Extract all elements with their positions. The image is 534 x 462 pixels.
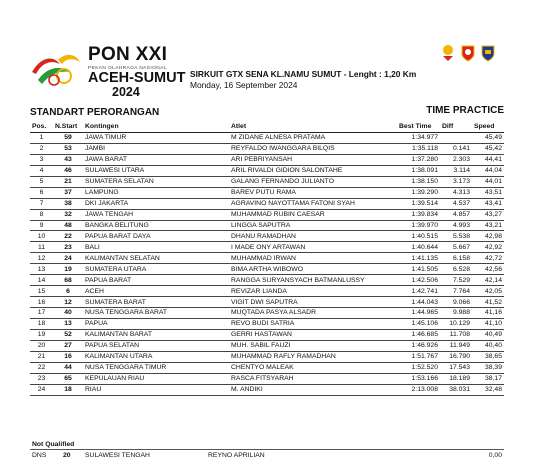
cell-diff: 11.708 [440, 329, 472, 340]
cell-kontingen: DKI JAKARTA [83, 198, 229, 209]
cell-atlet: LINGGA SAPUTRA [229, 220, 397, 231]
nq-status: DNS [32, 452, 47, 459]
cell-diff: 6.528 [440, 264, 472, 275]
cell-kontingen: PAPUA BARAT DAYA [83, 231, 229, 242]
table-row [30, 187, 504, 198]
cell-start: 18 [53, 384, 83, 395]
cell-start: 38 [53, 198, 83, 209]
table-row [30, 154, 504, 165]
cell-atlet: M. ANDIKI [229, 384, 397, 395]
cell-start: 24 [53, 253, 83, 264]
cell-start: 16 [53, 351, 83, 362]
cell-best-time: 1:45.106 [397, 318, 440, 329]
cell-kontingen: JAWA BARAT [83, 154, 229, 165]
pon-logo-icon [30, 50, 82, 92]
nq-speed: 0,00 [488, 452, 502, 459]
federation-emblem-icon [480, 44, 496, 62]
cell-start: 23 [53, 242, 83, 253]
cell-diff: 7.764 [440, 286, 472, 297]
cell-best-time: 1:39.514 [397, 198, 440, 209]
table-row [30, 340, 504, 351]
table-row [30, 275, 504, 286]
cell-atlet: MUHAMMAD RAFLY RAMADHAN [229, 351, 397, 362]
table-row [30, 133, 504, 144]
cell-start: 44 [53, 362, 83, 373]
cell-pos: 20 [30, 340, 53, 351]
cell-kontingen: KALIMANTAN SELATAN [83, 253, 229, 264]
cell-start: 6 [53, 286, 83, 297]
cell-speed: 42,72 [472, 253, 504, 264]
cell-kontingen: PAPUA BARAT [83, 275, 229, 286]
cell-kontingen: BALI [83, 242, 229, 253]
table-row [30, 329, 504, 340]
cell-kontingen: PAPUA [83, 318, 229, 329]
cell-speed: 43,21 [472, 220, 504, 231]
cell-pos: 4 [30, 165, 53, 176]
table-row [30, 198, 504, 209]
cell-atlet: M ZIDANE ALNESA PRATAMA [229, 133, 397, 144]
cell-diff: 11.949 [440, 340, 472, 351]
table-row [30, 220, 504, 231]
cell-speed: 38,17 [472, 373, 504, 384]
cell-kontingen: SUMATERA SELATAN [83, 176, 229, 187]
cell-atlet: ARIL RIVALDI GIDION SALONTAHE [229, 165, 397, 176]
cell-diff: 4.537 [440, 198, 472, 209]
cell-kontingen: LAMPUNG [83, 187, 229, 198]
cell-speed: 42,98 [472, 231, 504, 242]
cell-atlet: REYFALDO IWANGGARA BILQIS [229, 143, 397, 154]
cell-speed: 41,52 [472, 297, 504, 308]
cell-pos: 15 [30, 286, 53, 297]
cell-pos: 11 [30, 242, 53, 253]
category-title: STANDART PERORANGAN [30, 107, 160, 118]
col-diff: Diff [440, 121, 472, 133]
cell-pos: 7 [30, 198, 53, 209]
cell-start: 37 [53, 187, 83, 198]
cell-speed: 38,65 [472, 351, 504, 362]
cell-diff: 18.189 [440, 373, 472, 384]
table-row [30, 253, 504, 264]
cell-diff [440, 133, 472, 144]
cell-best-time: 2:13.008 [397, 384, 440, 395]
cell-diff: 9.988 [440, 308, 472, 319]
cell-atlet: BAREV PUTU RAMA [229, 187, 397, 198]
cell-best-time: 1:38.091 [397, 165, 440, 176]
cell-best-time: 1:46.926 [397, 340, 440, 351]
cell-speed: 40,49 [472, 329, 504, 340]
cell-speed: 32,48 [472, 384, 504, 395]
table-row [30, 165, 504, 176]
cell-diff: 2.303 [440, 154, 472, 165]
cell-speed: 42,14 [472, 275, 504, 286]
cell-kontingen: KEPULAUAN RIAU [83, 373, 229, 384]
cell-best-time: 1:51.767 [397, 351, 440, 362]
cell-atlet: ARI PEBRIYANSAH [229, 154, 397, 165]
col-atlet: Atlet [229, 121, 397, 133]
cell-diff: 4.993 [440, 220, 472, 231]
cell-start: 21 [53, 176, 83, 187]
col-start: N.Start [53, 121, 83, 133]
cell-atlet: CHENTYO MALEAK [229, 362, 397, 373]
cell-pos: 1 [30, 133, 53, 144]
cell-atlet: I MADE ONY ARTAWAN [229, 242, 397, 253]
mascot-emblem-icon [440, 44, 456, 62]
cell-diff: 5.538 [440, 231, 472, 242]
cell-pos: 9 [30, 220, 53, 231]
cell-start: 68 [53, 275, 83, 286]
province-emblem-icon [460, 44, 476, 62]
nq-atlet: REYNO APRILIAN [208, 452, 265, 459]
cell-start: 48 [53, 220, 83, 231]
cell-speed: 41,10 [472, 318, 504, 329]
table-row [30, 297, 504, 308]
cell-kontingen: JAWA TENGAH [83, 209, 229, 220]
cell-kontingen: JAWA TIMUR [83, 133, 229, 144]
results-table [30, 121, 504, 396]
cell-pos: 2 [30, 143, 53, 154]
cell-best-time: 1:40.644 [397, 242, 440, 253]
cell-best-time: 1:38.150 [397, 176, 440, 187]
brand-subtitle: PEKAN OLAHRAGA NASIONAL [88, 66, 167, 71]
table-row [30, 373, 504, 384]
cell-start: 40 [53, 308, 83, 319]
cell-best-time: 1:42.506 [397, 275, 440, 286]
cell-atlet: GALANG FERNANDO JULIANTO [229, 176, 397, 187]
cell-diff: 6.158 [440, 253, 472, 264]
session-title: TIME PRACTICE [426, 105, 504, 116]
cell-atlet: GERRI HASTAWAN [229, 329, 397, 340]
cell-kontingen: PAPUA SELATAN [83, 340, 229, 351]
brand-year: 2024 [112, 85, 140, 99]
col-pos: Pos. [30, 121, 53, 133]
cell-diff: 38.031 [440, 384, 472, 395]
col-best-time: Best Time [397, 121, 440, 133]
cell-best-time: 1:35.118 [397, 143, 440, 154]
cell-diff: 17.543 [440, 362, 472, 373]
table-row [30, 242, 504, 253]
cell-kontingen: SULAWESI UTARA [83, 165, 229, 176]
table-row [30, 318, 504, 329]
cell-pos: 16 [30, 297, 53, 308]
cell-diff: 5.667 [440, 242, 472, 253]
cell-kontingen: RIAU [83, 384, 229, 395]
table-row [30, 384, 504, 395]
cell-pos: 14 [30, 275, 53, 286]
cell-best-time: 1:44.965 [397, 308, 440, 319]
col-kontingen: Kontingen [83, 121, 229, 133]
cell-start: 19 [53, 264, 83, 275]
cell-atlet: DHANU RAMADHAN [229, 231, 397, 242]
cell-speed: 38,39 [472, 362, 504, 373]
cell-speed: 43,51 [472, 187, 504, 198]
cell-pos: 3 [30, 154, 53, 165]
cell-pos: 18 [30, 318, 53, 329]
cell-speed: 41,16 [472, 308, 504, 319]
cell-diff: 3.173 [440, 176, 472, 187]
cell-speed: 44,41 [472, 154, 504, 165]
cell-diff: 16.790 [440, 351, 472, 362]
cell-best-time: 1:39.970 [397, 220, 440, 231]
col-speed: Speed [472, 121, 504, 133]
event-date: Monday, 16 September 2024 [190, 80, 298, 90]
divider [30, 449, 504, 450]
cell-pos: 24 [30, 384, 53, 395]
cell-best-time: 1:41.135 [397, 253, 440, 264]
cell-kontingen: KALIMANTAN UTARA [83, 351, 229, 362]
cell-speed: 45,42 [472, 143, 504, 154]
cell-best-time: 1:41.505 [397, 264, 440, 275]
cell-atlet: VIGIT DWI SAPUTRA [229, 297, 397, 308]
table-row [30, 143, 504, 154]
cell-speed: 42,56 [472, 264, 504, 275]
nq-kontingen: SULAWESI TENGAH [85, 452, 150, 459]
table-row [30, 362, 504, 373]
cell-diff: 4.313 [440, 187, 472, 198]
cell-kontingen: SUMATERA BARAT [83, 297, 229, 308]
cell-best-time: 1:37.280 [397, 154, 440, 165]
cell-kontingen: ACEH [83, 286, 229, 297]
cell-pos: 8 [30, 209, 53, 220]
cell-start: 52 [53, 329, 83, 340]
cell-diff: 3.114 [440, 165, 472, 176]
cell-atlet: BIMA ARTHA WIBOWO [229, 264, 397, 275]
table-row [30, 176, 504, 187]
cell-pos: 23 [30, 373, 53, 384]
cell-best-time: 1:52.520 [397, 362, 440, 373]
cell-start: 65 [53, 373, 83, 384]
cell-diff: 0.141 [440, 143, 472, 154]
cell-start: 22 [53, 231, 83, 242]
cell-atlet: MUQTADA PASYA ALSADR [229, 308, 397, 319]
cell-diff: 7.529 [440, 275, 472, 286]
cell-best-time: 1:42.741 [397, 286, 440, 297]
cell-kontingen: NUSA TENGGARA BARAT [83, 308, 229, 319]
table-row [30, 209, 504, 220]
cell-atlet: REVO BUDI SATRIA [229, 318, 397, 329]
cell-pos: 10 [30, 231, 53, 242]
cell-kontingen: NUSA TENGGARA TIMUR [83, 362, 229, 373]
cell-best-time: 1:44.043 [397, 297, 440, 308]
cell-start: 13 [53, 318, 83, 329]
cell-diff: 9.066 [440, 297, 472, 308]
cell-atlet: MUHAMMAD IRWAN [229, 253, 397, 264]
cell-kontingen: JAMBI [83, 143, 229, 154]
cell-pos: 13 [30, 264, 53, 275]
not-qualified-title: Not Qualified [32, 441, 75, 448]
cell-pos: 22 [30, 362, 53, 373]
cell-pos: 17 [30, 308, 53, 319]
event-name: SIRKUIT GTX SENA KL.NAMU SUMUT - Lenght : 1,20 Km [190, 69, 417, 79]
cell-best-time: 1:39.290 [397, 187, 440, 198]
table-row [30, 351, 504, 362]
cell-atlet: AGRAVINO NAYOTTAMA FATONI SYAH [229, 198, 397, 209]
cell-best-time: 1:46.685 [397, 329, 440, 340]
cell-speed: 42,92 [472, 242, 504, 253]
cell-start: 32 [53, 209, 83, 220]
cell-diff: 4.857 [440, 209, 472, 220]
cell-start: 27 [53, 340, 83, 351]
cell-start: 46 [53, 165, 83, 176]
table-row [30, 264, 504, 275]
cell-best-time: 1:39.834 [397, 209, 440, 220]
cell-atlet: RANGGA SURYANSYACH BATMANLUSSY [229, 275, 397, 286]
cell-atlet: RASCA FITSYARAH [229, 373, 397, 384]
cell-speed: 43,41 [472, 198, 504, 209]
cell-best-time: 1:34.977 [397, 133, 440, 144]
cell-pos: 12 [30, 253, 53, 264]
brand-title: PON XXI [88, 44, 168, 65]
cell-kontingen: KALIMANTAN BARAT [83, 329, 229, 340]
cell-best-time: 1:53.166 [397, 373, 440, 384]
cell-diff: 10.129 [440, 318, 472, 329]
cell-speed: 44,01 [472, 176, 504, 187]
table-header [30, 121, 504, 133]
cell-best-time: 1:40.515 [397, 231, 440, 242]
cell-atlet: MUH. SABIL FAUZI [229, 340, 397, 351]
not-qualified-row [30, 451, 504, 461]
cell-start: 12 [53, 297, 83, 308]
cell-atlet: MUHAMMAD RUBIN CAESAR [229, 209, 397, 220]
cell-atlet: REVIZAR LIANDA [229, 286, 397, 297]
cell-pos: 19 [30, 329, 53, 340]
cell-speed: 45,49 [472, 133, 504, 144]
table-row [30, 286, 504, 297]
cell-speed: 42,05 [472, 286, 504, 297]
cell-start: 53 [53, 143, 83, 154]
cell-speed: 43,27 [472, 209, 504, 220]
cell-start: 59 [53, 133, 83, 144]
cell-pos: 5 [30, 176, 53, 187]
cell-speed: 44,04 [472, 165, 504, 176]
nq-start: 20 [63, 452, 71, 459]
cell-start: 43 [53, 154, 83, 165]
cell-speed: 40,40 [472, 340, 504, 351]
table-row [30, 308, 504, 319]
cell-kontingen: SUMATERA UTARA [83, 264, 229, 275]
cell-pos: 21 [30, 351, 53, 362]
cell-kontingen: BANGKA BELITUNG [83, 220, 229, 231]
cell-pos: 6 [30, 187, 53, 198]
table-row [30, 231, 504, 242]
brand-host: ACEH-SUMUT [88, 70, 186, 86]
